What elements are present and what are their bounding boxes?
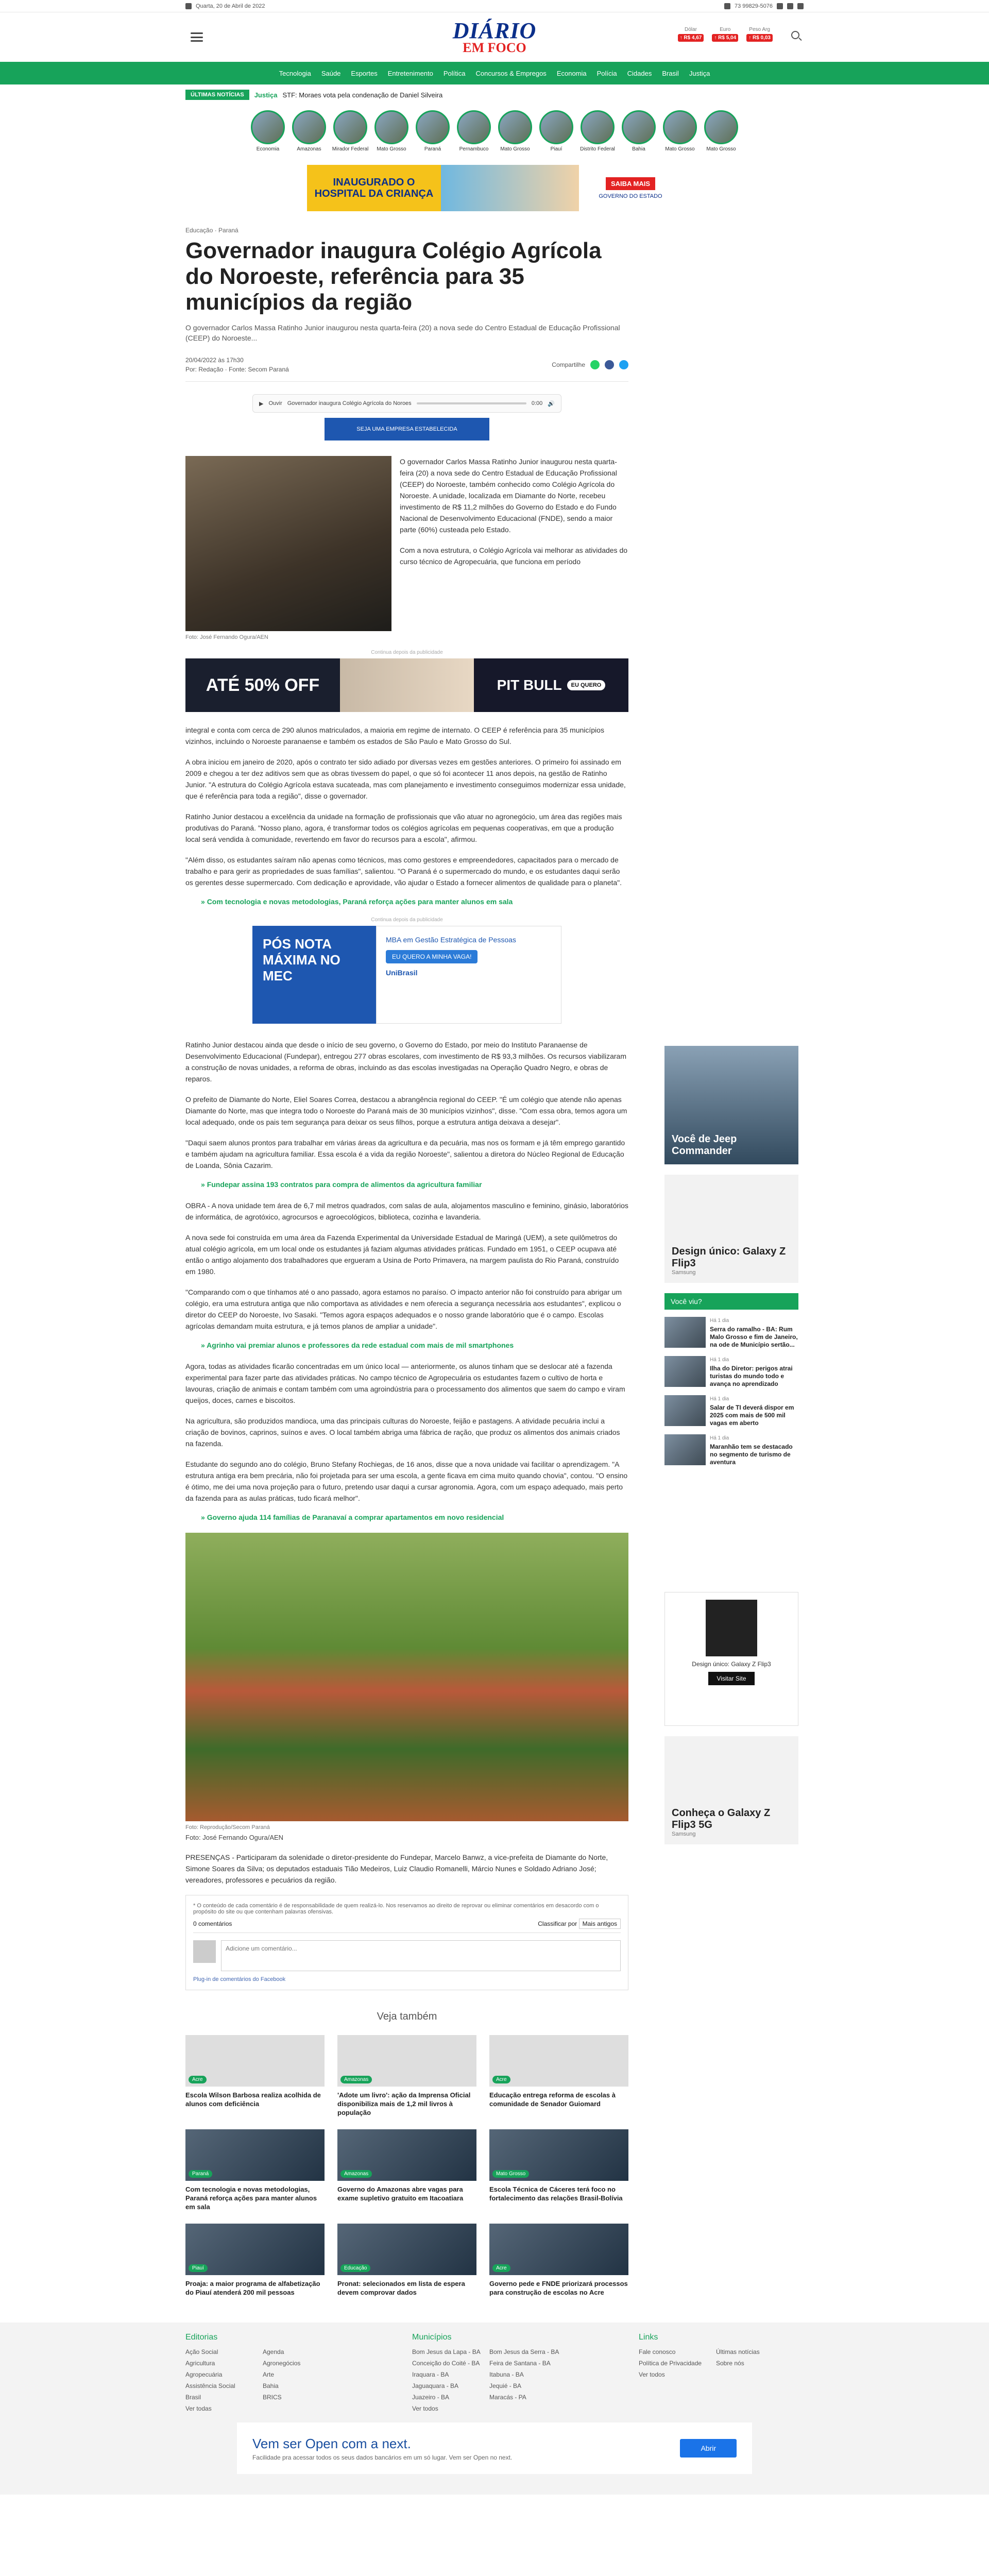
card-title: Proaja: a maior programa de alfabetização do Piauí atenderá 200 mil pessoas: [185, 2280, 320, 2296]
ad2-left: PÓS NOTA MÁXIMA NO MEC: [252, 926, 376, 1024]
paragraph: Ratinho Junior destacou a excelência da unidade na formação de profissionais que vão atuar no agronegócio, um área das regiões mais produtivas do Paraná. "Nosso plano, agora, é transformar todos os colégios agrícolas em pequenas cooperativas, em que a produção local será vendida à comunidade, revertendo em favor do recursos para a escola", afirmou.: [185, 812, 622, 843]
paragraph: "Além disso, os estudantes saíram não apenas como técnicos, mas como gestores e empreendedores, capacitados para o mercado de trabalho e para gerir as propriedades de suas famílias", salientou. "O Paraná é o supermercado do mundo, e os estudantes daqui serão os gerentes desse supermercado. Com dedicação e aprovidade, vão ajudar o Estado a fornecer alimentos de qualidade para o planeta".: [185, 856, 622, 887]
article-byline: Por: Redação: [185, 366, 224, 373]
player-label: Ouvir: [268, 400, 282, 406]
story-label: Mato Grosso: [377, 146, 406, 152]
whatsapp-share-icon[interactable]: [590, 360, 600, 369]
see-also-title: Veja também: [377, 2011, 437, 2022]
footer-link[interactable]: Ver todas: [185, 2405, 212, 2412]
comments-note: * O conteúdo de cada comentário é de responsabilidade de quem realizá-lo. Nos reservamos ao direito de reprovar ou eliminar comentários em desacordo com o propósito do site ou que contenham palavras ofensivas.: [193, 1903, 599, 1915]
sidebar-ad-galaxy2[interactable]: Conheça o Galaxy Z Flip3 5G Samsung: [664, 1736, 798, 1844]
footer-link[interactable]: Jequié - BA: [489, 2382, 522, 2389]
topbar-phone[interactable]: 73 99829-5076: [734, 3, 773, 9]
story-item[interactable]: [538, 110, 575, 152]
paragraph: A obra iniciou em janeiro de 2020, após o contrato ter sido adiado por diversas vezes em gestões anteriores. O primeiro foi assinado em 2009 e chegou a ter dez aditivos sem que as obras tivessem do papel, o que só foi acontecer 11 anos depois, na gestão de Ratinho Junior. "A estrutura do Colégio Agrícola estava sucateada, mas com planejamento e investimento conseguimos modernizar essa unidade, que é referência para toda a região", disse o governador.: [185, 758, 626, 800]
see-also-grid: [185, 2035, 628, 2297]
card-badge: Amazonas: [340, 2076, 372, 2083]
card-image: [337, 2035, 476, 2087]
ad-label: Continua depois da publicidade: [371, 650, 443, 655]
you-saw-text: [710, 1434, 798, 1466]
main-nav: [0, 62, 989, 84]
card-title: Escola Técnica de Cáceres terá foco no fortalecimento das relações Brasil-Bolívia: [489, 2185, 623, 2202]
story-thumb: [539, 110, 573, 144]
breadcrumb[interactable]: Educação · Paraná: [185, 227, 238, 234]
you-saw-title: Salar de TI deverá dispor em 2025 com mais de 500 mil vagas em aberto: [710, 1404, 794, 1427]
ad2-brand: UniBrasil: [386, 969, 418, 977]
site-header: [0, 12, 989, 62]
photo-caption: Foto: Reprodução/Secom Paraná: [185, 1824, 270, 1831]
story-item[interactable]: [620, 110, 657, 152]
ticker-headline[interactable]: STF: Moraes vota pela condenação de Daniel Silveira: [282, 91, 443, 99]
story-item[interactable]: [661, 110, 698, 152]
you-saw-tag: Há 1 dia: [710, 1357, 729, 1363]
nav-item[interactable]: Economia: [556, 69, 587, 77]
card-title: Governo do Amazonas abre vagas para exame supletivo gratuito em Itacoatiara: [337, 2185, 464, 2202]
story-label: Piauí: [550, 146, 562, 152]
footer-municipios-title: Municípios: [412, 2333, 452, 2342]
card-badge: Mato Grosso: [492, 2170, 529, 2178]
card-image: [489, 2224, 628, 2275]
sidebar-ad-galaxy[interactable]: Design único: Galaxy Z Flip3 Visitar Site: [664, 1592, 798, 1726]
footer-link[interactable]: Últimas notícias: [716, 2348, 760, 2355]
story-item[interactable]: [703, 110, 740, 152]
paragraph: PRESENÇAS - Participaram da solenidade o diretor-presidente do Fundepar, Marcelo Banwz, a vice-prefeita de Diamante do Norte, Simone Soares da Silva; os deputados estaduais Tião Medeiros, Luiz Claudio Romanelli, Márcio Nunes e Soldado Adriano José; vereadores, professores e pecuários da região.: [185, 1853, 608, 1884]
currency-quotes: [678, 27, 773, 42]
ad-label: Continua depois da publicidade: [371, 917, 443, 923]
player-time: 0:00: [531, 400, 543, 406]
inline-ad-1[interactable]: [185, 658, 628, 712]
story-label: Amazonas: [297, 146, 321, 152]
related-link[interactable]: » Fundepar assina 193 contratos para compra de alimentos da agricultura familiar: [201, 1180, 482, 1189]
card-title: Escola Wilson Barbosa realiza acolhida de alunos com deficiência: [185, 2091, 321, 2108]
you-saw-thumb: [664, 1395, 706, 1426]
story-thumb: [622, 110, 656, 144]
share-label: Compartilhe: [552, 361, 585, 368]
banner-headline: INAUGURADO O HOSPITAL DA CRIANÇA: [307, 165, 441, 211]
story-label: Economia: [256, 146, 280, 152]
you-saw-header: Você viu?: [664, 1293, 798, 1310]
inline-ad-2[interactable]: [252, 926, 561, 1024]
bottom-ad-title: Vem ser Open com a next.: [252, 2435, 411, 2451]
card-title: Educação entrega reforma de escolas à comunidade de Senador Guiomard: [489, 2091, 616, 2108]
audio-player: [252, 394, 561, 413]
avatar: [193, 1940, 216, 1963]
logo-line2: EM FOCO: [463, 40, 526, 55]
ad2-title: MBA em Gestão Estratégica de Pessoas: [386, 936, 516, 944]
footer-link[interactable]: Ver todos: [639, 2371, 665, 2378]
story-label: Distrito Federal: [580, 146, 615, 152]
ad-image: [340, 658, 474, 712]
related-link[interactable]: » Agrinho vai premiar alunos e professores da rede estadual com mais de mil smartphones: [201, 1341, 514, 1349]
you-saw-thumb: [664, 1356, 706, 1387]
you-saw-tag: Há 1 dia: [710, 1435, 729, 1441]
nav-item[interactable]: Esportes: [351, 69, 378, 77]
ticker-tag: ÚLTIMAS NOTÍCIAS: [185, 90, 249, 100]
article: Educação · Paraná Governador inaugura Colégio Agrícola do Noroeste, referência para 35 municípios da região O governador Carlos Massa Ratinho Junior inaugurou nesta quarta-feira (20) a nova sede do Centro Estadual de Educação Profissional (CEEP) do Noroeste... 20/04/2022 às 17h30 Por: Redação · Fonte: Secom Paraná Compartilhe ▶ Ouvir Governador inaugura Colégio Agrícola do Noroes 0:00 🔊 SEJA UMA EMPRESA ESTABELECIDA Foto: José Fernando Ogura/AEN O governador Carlos Massa Ratinho Junior inaugurou nesta quarta-feira (20) a nova sede do Centro Estadual de Educação Profissional (CEEP) do Noroeste, também conhecido como Colégio Agrícola do Noroeste. A unidade, localizada em Diamante do Norte, recebeu investimento de R$ 11,2 milhões do Governo do Estado e do Fundo Nacional de Desenvolvimento Educacional (FNDE), sendo a maior parte (60%) custeada pelo Estado. Com a nova estrutura, o Colégio Agrícola vai melhorar as atividades do curso técnico de Agropecuária, que funciona em período Continua depois da publicidade ATÉ 50% OFF PIT BULL EU QUERO integral e conta com cerca de 290 alunos matriculados, a maioria em regime de internato. O CEEP é referência para 35 municípios vizinhos, incluindo o Noroeste paranaense e também os estados de São Paulo e Mato Grosso do Sul. A obra iniciou em janeiro de 2020, após o contrato ter sido adiado por diversas vezes em gestões anteriores. O primeiro foi assinado em 2009 e chegou a ter dez aditivos sem que as obras tivessem do papel, o que só foi acontecer 11 anos depois, na gestão de Ratinho Junior. "A estrutura do Colégio Agrícola estava sucateada, mas com planejamento e investimento conseguimos modernizar essa unidade, que é referência para toda a região", disse o governador. Ratinho Junior destacou a excelência da unidade na formação de profissionais que vão atuar no agronegócio, um área das regiões mais produtivas do Paraná. "Nosso plano, agora, é transformar todos os colégios agrícolas em pequenas cooperativas, em que a produção local será vendida à comunidade, revertendo em favor do recursos para a escola", afirmou. "Além disso, os estudantes saíram não apenas como técnicos, mas como gestores e empreendedores, capacitados para o mercado de trabalho e para gerir as propriedades de suas famílias", salientou. "O Paraná é o supermercado do mundo, e os estudantes daqui serão os gerentes desse supermercado. Com dedicação e aprovidade, vão ajudar o Estado a fornecer alimentos de qualidade para o planeta". » Com tecnologia e novas metodologias, Paraná reforça ações para manter alunos em sala Continua depois da publicidade PÓS NOTA MÁXIMA NO MEC MBA em Gestão Estratégica de Pessoas EU QUERO A MINHA VAGA! UniBrasil Ratinho Junior destacou ainda que desde o início de seu governo, o Governo do Estado, por meio do Instituto Paranaense de Desenvolvimento Educacional (Fundepar), entregou 277 obras escolares, com investimento de R$ 93,3 milhões. Os recursos viabilizaram a construção de novas unidades, a reforma de obras, incluindo as das escolas investigadas na Operação Quadro Negro, e obras de reparos. O prefeito de Diamante do Norte, Eliel Soares Correa, destacou a abrangência regional do CEEP. "É um colégio que atende não apenas Diamante do Norte, mas que integra todo o Noroeste do Paraná mais de 30 municípios vizinhos", disse. "Com essa obra, temos agora um local adequado, onde os pais tem segurança para deixar os seus filhos, porque a estrutura antiga deixava a desejar". "Daqui saem alunos prontos para trabalhar em várias áreas da agricultura e da pecuária, mas nos os formam e já têm emprego garantido e também ajudam na agricultura familiar. Essa escola é a vida da região Noroeste", salientou a diretora do Núcleo Regional de Educação de Loanda, Sônia Cazarim. » Fundepar assina 193 contratos para compra de alimentos da agricultura familiar OBRA - A nova unidade tem área de 6,7 mil metros quadrados, com salas de aula, alojamentos masculino e feminino, ginásio, laboratórios de informática, de agrotóxico, agrocursos e agroecológicos, biblioteca, cozinha e lavanderia. A nova sede foi construída em uma área da Fazenda Experimental da Universidade Estadual de Maringá (UEM), a sete quilômetros do atual colégio agrícola, em um local onde os estudantes já faziam algumas atividades práticas. Fundado em 1951, o CEEP ocupava até então o antigo alojamento dos trabalhadores que ergueram a Usina de Porto Primavera, na margem paulista do Rio Paraná, construído em 1980. "Comparando com o que tínhamos até o ano passado, agora estamos no paraíso. O impacto anterior não foi construído para abrigar um colégio, era uma estrutura antiga que não comportava as atividades e nem oferecia a segurança necessária aos estudantes", explicou o diretor do CEEP do Noroeste, Ivo Sasaki. "Temos agora espaços adequados e o nosso grande laboratório que é o campo. Escolas agrícolas demandam muita estrutura, e já temos planos de ampliar a unidade". » Agrinho vai premiar alunos e professores da rede estadual com mais de mil smartphones Agora, todas as atividades ficarão concentradas em um único local — anteriormente, os alunos tinham que se deslocar até a fazenda experimental para fazer parte das atividades práticas. No campo técnico de Agropecuária os estudantes fazem o cultivo de horta e lavouras, criação de animais e contam também com uma agroindústria para o processamento dos alimentos que saem do campo e viram queijos, doces, carnes e biscoitos. Na agricultura, são produzidos mandioca, uma das principais culturas do Noroeste, feijão e pastagens. A atividade pecuária inclui a criação de bovinos, caprinos, suínos e aves. O local também abriga uma fábrica de ração, que produz os alimentos dos animais criados na fazenda. Estudante do segundo ano do colégio, Bruno Stefany Rochiegas, de 16 anos, disse que a nova unidade vai facilitar o aprendizagem. "A estrutura antiga era bem precária, não foi projetada para ser uma escola, a gente ficava em cima muito quando chovia", contou. "O ensino é ótimo, me dei uma nova projeção para o futuro, pretendo usar daqui a cursar agronomia. Agora, com um espaço adequado, mais perto da fazenda para as aulas práticas, tudo ficará melhor". » Governo ajuda 114 famílias de Paranavaí a comprar apartamentos em novo residencial Foto: Reprodução/Secom Paraná Foto: José Fernando Ogura/AEN PRESENÇAS - Participaram da solenidade o diretor-presidente do Fundepar, Marcelo Banwz, a vice-prefeita de Diamante do Norte, Simone Soares da Silva; os deputados estaduais Tião Medeiros, Luiz Claudio Romanelli, Márcio Nunes e Soldado Adriano José; vereadores, professores e pecuários da região. * O conteúdo de cada comentário é de responsabilidade de quem realizá-lo. Nos reservamos ao direito de reprovar ou eliminar comentários em desacordo com o propósito do site ou que contenham palavras ofensivas. 0 comentários Classificar por Mais antigos Adicione um comentário... Plug-in de comentários do Facebook Veja também Acre Escola Wilson Barbosa realiza acolhida de alunos com deficiência Amazonas 'Adote um livro': ação da Imprensa Oficial disponibiliza mais de 1,2 mil livros à população Acre Educação entrega reforma de escolas à comunidade de Senador Guiomard Paraná Com tecnologia e novas metodologias, Paraná reforça ações para manter alunos em sala Amazonas Governo do Amazonas abre vagas para exame supletivo gratuito em Itacoatiara Mato Grosso Escola Técnica de Cáceres terá foco no fortalecimento das relações Brasil-Bolívia Piauí Proaja: a maior programa de alfabetização do Piauí atenderá 200 mil pessoas Educação Pronat: selecionados em lista de espera devem comprovar dados Acre Governo pede e FNDE priorizará processos para construção de escolas no Acre: [185, 227, 628, 2297]
sidebar-ad-samsung[interactable]: Design único: Galaxy Z Flip3 Samsung: [664, 1175, 798, 1283]
you-saw-text: [710, 1317, 798, 1349]
footer-editorias-title: Editorias: [185, 2333, 218, 2342]
you-saw-tag: Há 1 dia: [710, 1396, 729, 1402]
nav-item[interactable]: Cidades: [627, 69, 652, 77]
card-badge: Educação: [340, 2264, 370, 2272]
story-label: Mato Grosso: [706, 146, 736, 152]
instagram-icon[interactable]: [787, 3, 793, 9]
quote-peso: Peso Arg ↑ R$ 0,03: [746, 27, 773, 42]
story-label: Mato Grosso: [665, 146, 695, 152]
you-saw-thumb: [664, 1434, 706, 1465]
facebook-plugin-link[interactable]: Plug-in de comentários do Facebook: [193, 1976, 286, 1982]
story-thumb: [292, 110, 326, 144]
story-thumb: [663, 110, 697, 144]
share-bar: [552, 360, 628, 369]
footer-link[interactable]: Iraquara - BA: [412, 2371, 449, 2378]
logo-line1: DIÁRIO: [452, 18, 537, 43]
card-badge: Amazonas: [340, 2170, 372, 2178]
aerial-photo[interactable]: [185, 1533, 628, 1821]
footer: [0, 2323, 989, 2495]
top-banner-ad[interactable]: [307, 165, 682, 211]
sidebar: [644, 227, 798, 2297]
story-thumb: [704, 110, 738, 144]
you-saw-title: Maranhão tem se destacado no segmento de turismo de aventura: [710, 1443, 793, 1466]
story-item[interactable]: [579, 110, 616, 152]
menu-icon[interactable]: [191, 32, 203, 42]
card-badge: Acre: [492, 2264, 510, 2272]
footer-link[interactable]: Conceição do Coité - BA: [412, 2360, 480, 2367]
photo-credit: Foto: José Fernando Ogura/AEN: [185, 1834, 284, 1841]
topbar-date: Quarta, 20 de Abril de 2022: [196, 3, 265, 9]
see-also-card[interactable]: [489, 2129, 628, 2211]
see-also-card[interactable]: [337, 2224, 476, 2297]
nav-item[interactable]: Brasil: [662, 69, 679, 77]
search-icon[interactable]: [791, 31, 799, 39]
see-also-card[interactable]: [337, 2035, 476, 2117]
see-also-card[interactable]: [489, 2224, 628, 2297]
paragraph: O prefeito de Diamante do Norte, Eliel Soares Correa, destacou a abrangência regional do CEEP. "É um colégio que atende não apenas Diamante do Norte, mas que integra todo o Noroeste do Paraná mais de 30 municípios vizinhos", disse. "Com essa obra, temos agora um local adequado, onde os pais tem segurança para deixar os seus filhos, porque a estrutura antiga deixava a desejar".: [185, 1095, 627, 1126]
footer-link[interactable]: Bom Jesus da Serra - BA: [489, 2348, 559, 2355]
sort-label: Classificar por: [538, 1920, 577, 1927]
footer-link[interactable]: BRICS: [263, 2394, 282, 2401]
comment-input[interactable]: [221, 1940, 621, 1971]
topbar: [0, 0, 989, 12]
twitter-share-icon[interactable]: [619, 360, 628, 369]
site-logo[interactable]: [453, 20, 537, 54]
player-progress[interactable]: [417, 402, 526, 404]
ad-cta-button[interactable]: EU QUERO: [567, 680, 606, 690]
card-image: [489, 2129, 628, 2181]
visit-site-button[interactable]: Visitar Site: [708, 1672, 754, 1685]
paragraph: Estudante do segundo ano do colégio, Bruno Stefany Rochiegas, de 16 anos, disse que a nova unidade vai facilitar o aprendizagem. "A estrutura antiga era bem precária, não foi projetada para ser uma escola, a gente ficava em cima muito quando chovia", contou. "O ensino é ótimo, me dei uma nova projeção para o futuro, pretendo usar daqui a cursar agronomia. Agora, com um espaço adequado, mais perto da fazenda para as aulas práticas, tudo ficará melhor".: [185, 1460, 628, 1502]
card-title: 'Adote um livro': ação da Imprensa Oficial disponibiliza mais de 1,2 mil livros à população: [337, 2091, 471, 2116]
footer-link[interactable]: Agropecuária: [185, 2371, 223, 2378]
story-item[interactable]: [497, 110, 534, 152]
footer-link[interactable]: Assistência Social: [185, 2382, 235, 2389]
facebook-icon[interactable]: [777, 3, 783, 9]
footer-link[interactable]: Arte: [263, 2371, 275, 2378]
footer-link[interactable]: Política de Privacidade: [639, 2360, 702, 2367]
article-source: Fonte: Secom Paraná: [229, 366, 289, 373]
nav-item[interactable]: Justiça: [689, 69, 710, 77]
story-label: Paraná: [424, 146, 441, 152]
nav-item[interactable]: Saúde: [321, 69, 341, 77]
card-image: [185, 2224, 325, 2275]
footer-link[interactable]: Maracás - PA: [489, 2394, 526, 2401]
story-thumb: [251, 110, 285, 144]
you-saw-title: Ilha do Diretor: perigos atrai turistas do mundo todo e avança no aprendizado: [710, 1365, 793, 1387]
story-item[interactable]: [414, 110, 451, 152]
card-badge: Acre: [492, 2076, 510, 2083]
story-item[interactable]: [455, 110, 492, 152]
nav-item[interactable]: Entretenimento: [387, 69, 433, 77]
you-saw-tag: Há 1 dia: [710, 1318, 729, 1324]
card-image: [185, 2035, 325, 2087]
whatsapp-icon[interactable]: [724, 3, 730, 9]
footer-link[interactable]: Itabuna - BA: [489, 2371, 524, 2378]
sort-select[interactable]: Mais antigos: [579, 1919, 621, 1929]
facebook-share-icon[interactable]: [605, 360, 614, 369]
ad2-cta-button[interactable]: EU QUERO A MINHA VAGA!: [386, 950, 478, 963]
stories-row: [0, 105, 989, 162]
card-title: Governo pede e FNDE priorizará processos para construção de escolas no Acre: [489, 2280, 628, 2296]
related-link[interactable]: » Governo ajuda 114 famílias de Paranavaí a comprar apartamentos em novo residencial: [201, 1513, 504, 1521]
you-saw-title: Serra do ramalho - BA: Rum Malo Grosso e fim de Janeiro, na ode de Município sertão...: [710, 1326, 798, 1348]
see-also-card[interactable]: [185, 2224, 325, 2297]
footer-link[interactable]: Sobre nós: [716, 2360, 744, 2367]
card-image: [489, 2035, 628, 2087]
bottom-ad-open-button[interactable]: Abrir: [680, 2439, 737, 2458]
paragraph: Ratinho Junior destacou ainda que desde o início de seu governo, o Governo do Estado, por meio do Instituto Paranaense de Desenvolvimento Educacional (Fundepar), entregou 277 obras escolares, com investimento de R$ 93,3 milhões. Os recursos viabilizaram a construção de novas unidades, a reforma de obras, incluindo as das escolas investigadas na Operação Quadro Negro, e obras de reparos.: [185, 1041, 626, 1083]
story-item[interactable]: [332, 110, 369, 152]
ad-brand: PIT BULL: [497, 677, 562, 693]
story-thumb: [374, 110, 408, 144]
ticker-category[interactable]: Justiça: [254, 91, 278, 99]
article-figure: [185, 456, 391, 643]
story-item[interactable]: [291, 110, 328, 152]
footer-link[interactable]: Agenda: [263, 2348, 284, 2355]
photo-caption: Foto: José Fernando Ogura/AEN: [185, 634, 268, 640]
footer-link[interactable]: Agricultura: [185, 2360, 215, 2367]
you-saw-text: [710, 1356, 798, 1388]
bottom-ad-subtitle: Facilidade pra acessar todos os seus dados bancários em um só lugar. Vem ser Open no next.: [252, 2453, 513, 2461]
quote-euro: Euro ↑ R$ 5,04: [712, 27, 738, 42]
paragraph: O governador Carlos Massa Ratinho Junior inaugurou nesta quarta-feira (20) a nova sede do Centro Estadual de Educação Profissional (CEEP) do Noroeste, também conhecido como Colégio Agrícola do Noroeste. A unidade, localizada em Diamante do Norte, recebeu investimento de R$ 11,2 milhões do Governo do Estado e do Fundo Nacional de Desenvolvimento Educacional (FNDE), sendo a maior parte (60%) custeada pelo Estado.: [400, 457, 617, 534]
you-saw-item[interactable]: [664, 1434, 798, 1466]
paragraph: integral e conta com cerca de 290 alunos matriculados, a maioria em regime de internato. O CEEP é referência para 35 municípios vizinhos, incluindo o Noroeste paranaense e também os estados de São Paulo e Mato Grosso do Sul.: [185, 726, 604, 745]
calendar-icon: [185, 3, 192, 9]
tiny-ad[interactable]: SEJA UMA EMPRESA ESTABELECIDA: [325, 418, 489, 440]
article-lead: O governador Carlos Massa Ratinho Junior inaugurou nesta quarta-feira (20) a nova sede do Centro Estadual de Educação Profissional (CEEP) do Noroeste...: [185, 324, 620, 342]
comments-count: 0 comentários: [193, 1920, 232, 1927]
see-also-card[interactable]: [337, 2129, 476, 2211]
article-title: Governador inaugura Colégio Agrícola do Noroeste, referência para 35 municípios da região: [185, 238, 602, 315]
volume-icon[interactable]: 🔊: [548, 400, 555, 407]
footer-link[interactable]: Bahia: [263, 2382, 279, 2389]
sidebar-ad-jeep[interactable]: Você de Jeep Commander: [664, 1046, 798, 1164]
story-thumb: [457, 110, 491, 144]
paragraph: Agora, todas as atividades ficarão concentradas em um único local — anteriormente, os alunos tinham que se deslocar até a fazenda experimental para fazer parte das atividades práticas. No campo técnico de Agropecuária os estudantes fazem o cultivo de horta e lavouras, criação de animais e contam também com uma agroindústria para o processamento dos alimentos que saem do campo e viram queijos, doces, carnes e biscoitos.: [185, 1362, 625, 1404]
see-also-card[interactable]: [489, 2035, 628, 2117]
footer-link[interactable]: Juazeiro - BA: [412, 2394, 450, 2401]
paragraph: "Daqui saem alunos prontos para trabalhar em várias áreas da agricultura e da pecuária, mas nos os formam e já têm emprego garantido e também ajudam na agricultura familiar. Essa escola é a vida da região Noroeste", salientou a diretora do Núcleo Regional de Educação de Loanda, Sônia Cazarim.: [185, 1139, 625, 1170]
card-badge: Paraná: [189, 2170, 212, 2178]
story-thumb: [333, 110, 367, 144]
you-saw-text: [710, 1395, 798, 1427]
nav-item[interactable]: Política: [443, 69, 466, 77]
card-image: [337, 2129, 476, 2181]
paragraph: Com a nova estrutura, o Colégio Agrícola vai melhorar as atividades do curso técnico de Agropecuária, que funciona em período: [400, 546, 628, 566]
you-saw-item[interactable]: [664, 1356, 798, 1388]
bottom-sticky-ad[interactable]: [237, 2422, 752, 2474]
play-icon[interactable]: ▶: [259, 400, 264, 407]
story-thumb: [498, 110, 532, 144]
you-saw-item[interactable]: [664, 1317, 798, 1349]
paragraph: Na agricultura, são produzidos mandioca, uma das principais culturas do Noroeste, feijão e pastagens. A atividade pecuária inclui a criação de bovinos, caprinos, suínos e aves. O local também abriga uma fábrica de ração, que produz os alimentos dos animais criados na fazenda.: [185, 1417, 620, 1448]
story-label: Mirador Federal: [332, 146, 369, 152]
nav-item[interactable]: Polícia: [596, 69, 617, 77]
nav-item[interactable]: Concursos & Empregos: [475, 69, 547, 77]
story-label: Mato Grosso: [500, 146, 530, 152]
footer-link[interactable]: Bom Jesus da Lapa - BA: [412, 2348, 481, 2355]
news-ticker: [0, 84, 989, 105]
paragraph: A nova sede foi construída em uma área da Fazenda Experimental da Universidade Estadual de Maringá (UEM), a sete quilômetros do atual colégio agrícola, em um local onde os estudantes já faziam algumas atividades práticas. Fundado em 1951, o CEEP ocupava até então o antigo alojamento dos trabalhadores que ergueram a Usina de Porto Primavera, na margem paulista do Rio Paraná, construído em 1980.: [185, 1233, 619, 1276]
ad-discount: ATÉ 50% OFF: [185, 658, 340, 712]
card-image: [185, 2129, 325, 2181]
footer-link[interactable]: Ação Social: [185, 2348, 218, 2355]
footer-link[interactable]: Feira de Santana - BA: [489, 2360, 551, 2367]
card-title: Com tecnologia e novas metodologias, Paraná reforça ações para manter alunos em sala: [185, 2185, 317, 2211]
see-also-card[interactable]: [185, 2035, 325, 2117]
related-link[interactable]: » Com tecnologia e novas metodologias, Paraná reforça ações para manter alunos em sala: [201, 897, 513, 906]
footer-link[interactable]: Agronegócios: [263, 2360, 301, 2367]
card-title: Pronat: selecionados em lista de espera devem comprovar dados: [337, 2280, 465, 2296]
banner-gov: GOVERNO DO ESTADO: [599, 193, 662, 199]
ad-phone-image: [706, 1600, 757, 1656]
nav-item[interactable]: Tecnologia: [279, 69, 311, 77]
footer-link[interactable]: Ver todos: [412, 2405, 438, 2412]
story-label: Bahia: [632, 146, 645, 152]
article-date: 20/04/2022 às 17h30: [185, 357, 244, 364]
story-thumb: [581, 110, 615, 144]
player-title: Governador inaugura Colégio Agrícola do Noroes: [287, 400, 412, 406]
footer-links-title: Links: [639, 2333, 658, 2342]
banner-cta-button[interactable]: SAIBA MAIS: [606, 177, 655, 190]
footer-link[interactable]: Brasil: [185, 2394, 201, 2401]
paragraph: OBRA - A nova unidade tem área de 6,7 mil metros quadrados, com salas de aula, alojamentos masculino e feminino, ginásio, laboratórios de informática, de agrotóxico, agrocursos e agroecológicos, biblioteca, cozinha e lavanderia.: [185, 1201, 628, 1221]
card-image: [337, 2224, 476, 2275]
you-saw-thumb: [664, 1317, 706, 1348]
banner-image: [441, 165, 579, 211]
see-also-card[interactable]: [185, 2129, 325, 2211]
footer-link[interactable]: Jaguaquara - BA: [412, 2382, 459, 2389]
story-label: Pernambuco: [459, 146, 489, 152]
quote-dolar: Dólar ↑ R$ 4,67: [678, 27, 704, 42]
youtube-icon[interactable]: [797, 3, 804, 9]
card-badge: Piauí: [189, 2264, 208, 2272]
footer-link[interactable]: Fale conosco: [639, 2348, 676, 2355]
you-saw-item[interactable]: [664, 1395, 798, 1427]
article-photo[interactable]: [185, 456, 391, 631]
story-thumb: [416, 110, 450, 144]
paragraph: "Comparando com o que tínhamos até o ano passado, agora estamos no paraíso. O impacto anterior não foi construído para abrigar um colégio, era uma estrutura antiga que não comportava as atividades e nem oferecia a segurança necessária aos estudantes", explicou o diretor do CEEP do Noroeste, Ivo Sasaki. "Temos agora espaços adequados e o nosso grande laboratório que é o campo. Escolas agrícolas demandam muita estrutura, e já temos planos de ampliar a unidade".: [185, 1288, 622, 1330]
card-badge: Acre: [189, 2076, 207, 2083]
story-item[interactable]: [249, 110, 286, 152]
story-item[interactable]: [373, 110, 410, 152]
comments-section: [185, 1895, 628, 1990]
